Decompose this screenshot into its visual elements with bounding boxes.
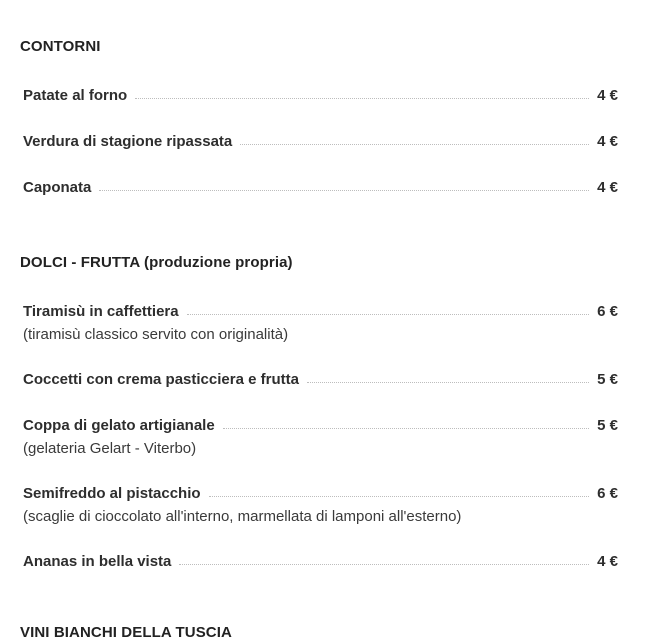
item-price: 5 € [597, 417, 618, 434]
item-name: Coccetti con crema pasticciera e frutta [23, 371, 299, 388]
section-title-dolci: DOLCI - FRUTTA (produzione propria) [20, 254, 293, 271]
item-price: 4 € [597, 133, 618, 150]
menu-item [23, 371, 618, 388]
menu-item [23, 485, 618, 525]
menu-item [23, 179, 618, 196]
menu-item [23, 87, 618, 104]
item-price: 5 € [597, 371, 618, 388]
item-name: Coppa di gelato artigianale [23, 417, 215, 434]
dot-leader [240, 144, 589, 145]
item-name: Verdura di stagione ripassata [23, 133, 233, 150]
item-price: 6 € [597, 303, 618, 320]
dot-leader [187, 314, 590, 315]
item-price: 4 € [597, 87, 618, 104]
item-name: Ananas in bella vista [23, 553, 172, 570]
item-price: 6 € [597, 485, 618, 502]
dot-leader [223, 428, 589, 429]
menu-item [23, 417, 618, 457]
item-price: 4 € [597, 179, 618, 196]
dot-leader [179, 564, 589, 565]
item-price: 4 € [597, 553, 618, 570]
item-description: (tiramisù classico servito con originalità) [23, 326, 289, 343]
item-name: Semifreddo al pistacchio [23, 485, 201, 502]
section-title-contorni: CONTORNI [20, 38, 101, 55]
item-name: Tiramisù in caffettiera [23, 303, 179, 320]
menu-item [23, 133, 618, 150]
dot-leader [99, 190, 589, 191]
dot-leader [135, 98, 589, 99]
menu-item [23, 303, 618, 343]
item-name: Patate al forno [23, 87, 128, 104]
item-description: (scaglie di cioccolato all'interno, marmellata di lamponi all'esterno) [23, 508, 462, 525]
menu-item [23, 553, 618, 570]
item-description: (gelateria Gelart - Viterbo) [23, 440, 197, 457]
dot-leader [209, 496, 590, 497]
item-name: Caponata [23, 179, 92, 196]
section-title-vini: VINI BIANCHI DELLA TUSCIA [20, 624, 232, 641]
dot-leader [307, 382, 589, 383]
